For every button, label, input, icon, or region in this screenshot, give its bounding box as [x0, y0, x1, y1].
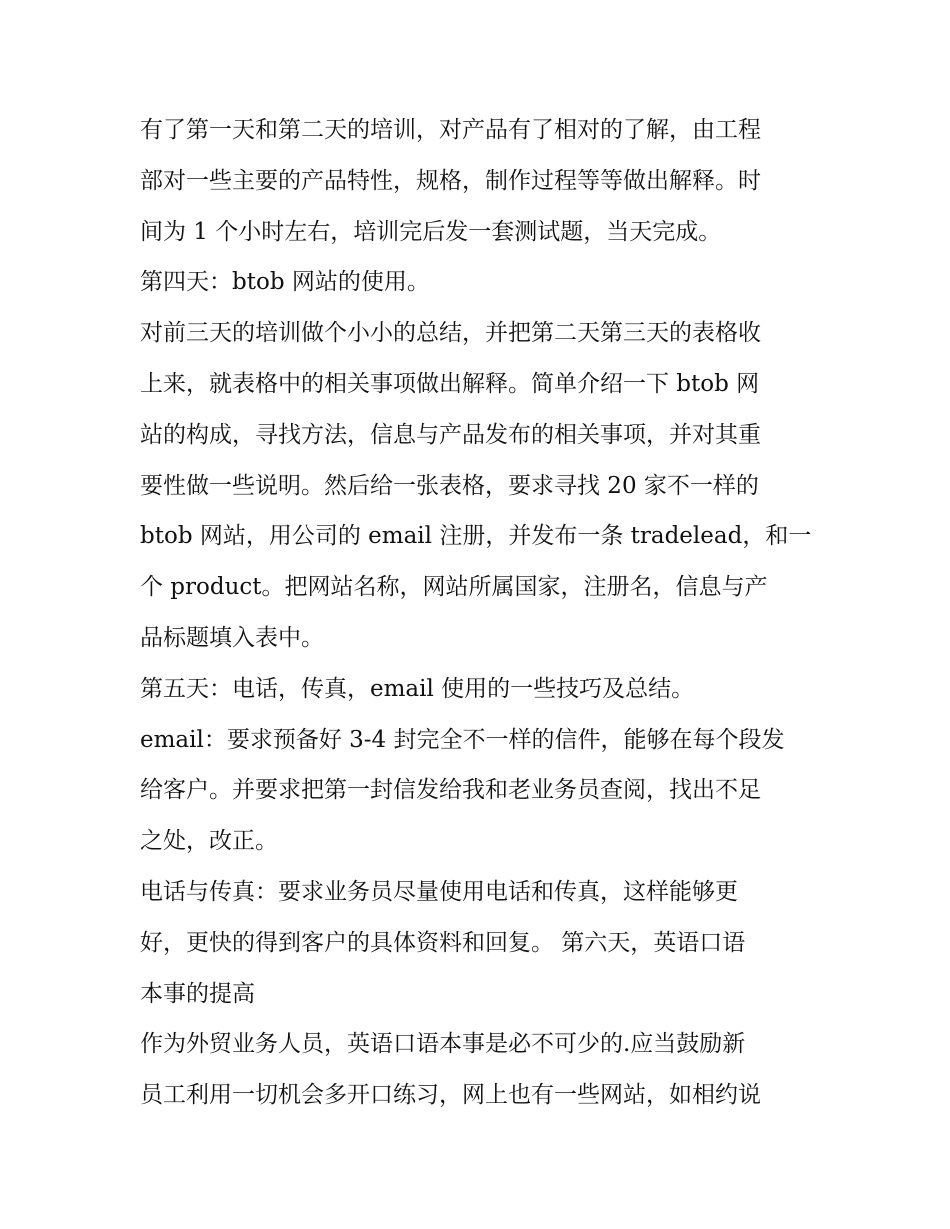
text-line: 品标题填入表中。: [140, 624, 324, 651]
text-line: btob 网站，用公司的 email 注册，并发布一条 tradelead，和一: [140, 523, 812, 550]
text-line: 好，更快的得到客户的具体资料和回复。 第六天，英语口语: [140, 929, 746, 956]
text-line: 上来，就表格中的相关事项做出解释。简单介绍一下 btob 网: [140, 370, 760, 397]
text-line: 员工利用一切机会多开口练习，网上也有一些网站，如相约说: [140, 1082, 761, 1109]
document-body: [140, 105, 815, 1121]
text-line: 个 product。把网站名称，网站所属国家，注册名，信息与产: [140, 574, 768, 601]
text-line: 之处，改正。: [140, 828, 278, 855]
text-line: 间为 1 个小时左右，培训完后发一套测试题，当天完成。: [140, 218, 722, 245]
text-line: 部对一些主要的产品特性，规格，制作过程等等做出解释。时: [140, 167, 761, 194]
section-heading-day4: 第四天：btob 网站的使用。: [140, 269, 430, 296]
text-line: 站的构成，寻找方法，信息与产品发布的相关事项，并对其重: [140, 421, 761, 448]
text-line: 给客户。并要求把第一封信发给我和老业务员查阅，找出不足: [140, 777, 761, 804]
text-line: 本事的提高: [140, 980, 255, 1007]
text-line: 要性做一些说明。然后给一张表格，要求寻找 20 家不一样的: [140, 472, 759, 499]
section-heading-day5: 第五天：电话，传真，email 使用的一些技巧及总结。: [140, 675, 695, 702]
text-line: 有了第一天和第二天的培训，对产品有了相对的了解，由工程: [140, 117, 761, 143]
text-line: 电话与传真：要求业务员尽量使用电话和传真，这样能够更: [140, 878, 738, 905]
text-line: 作为外贸业务人员，英语口语本事是必不可少的.应当鼓励新: [140, 1031, 746, 1058]
text-line: 对前三天的培训做个小小的总结，并把第二天第三天的表格收: [140, 320, 761, 347]
text-line: email：要求预备好 3-4 封完全不一样的信件，能够在每个段发: [140, 726, 785, 753]
